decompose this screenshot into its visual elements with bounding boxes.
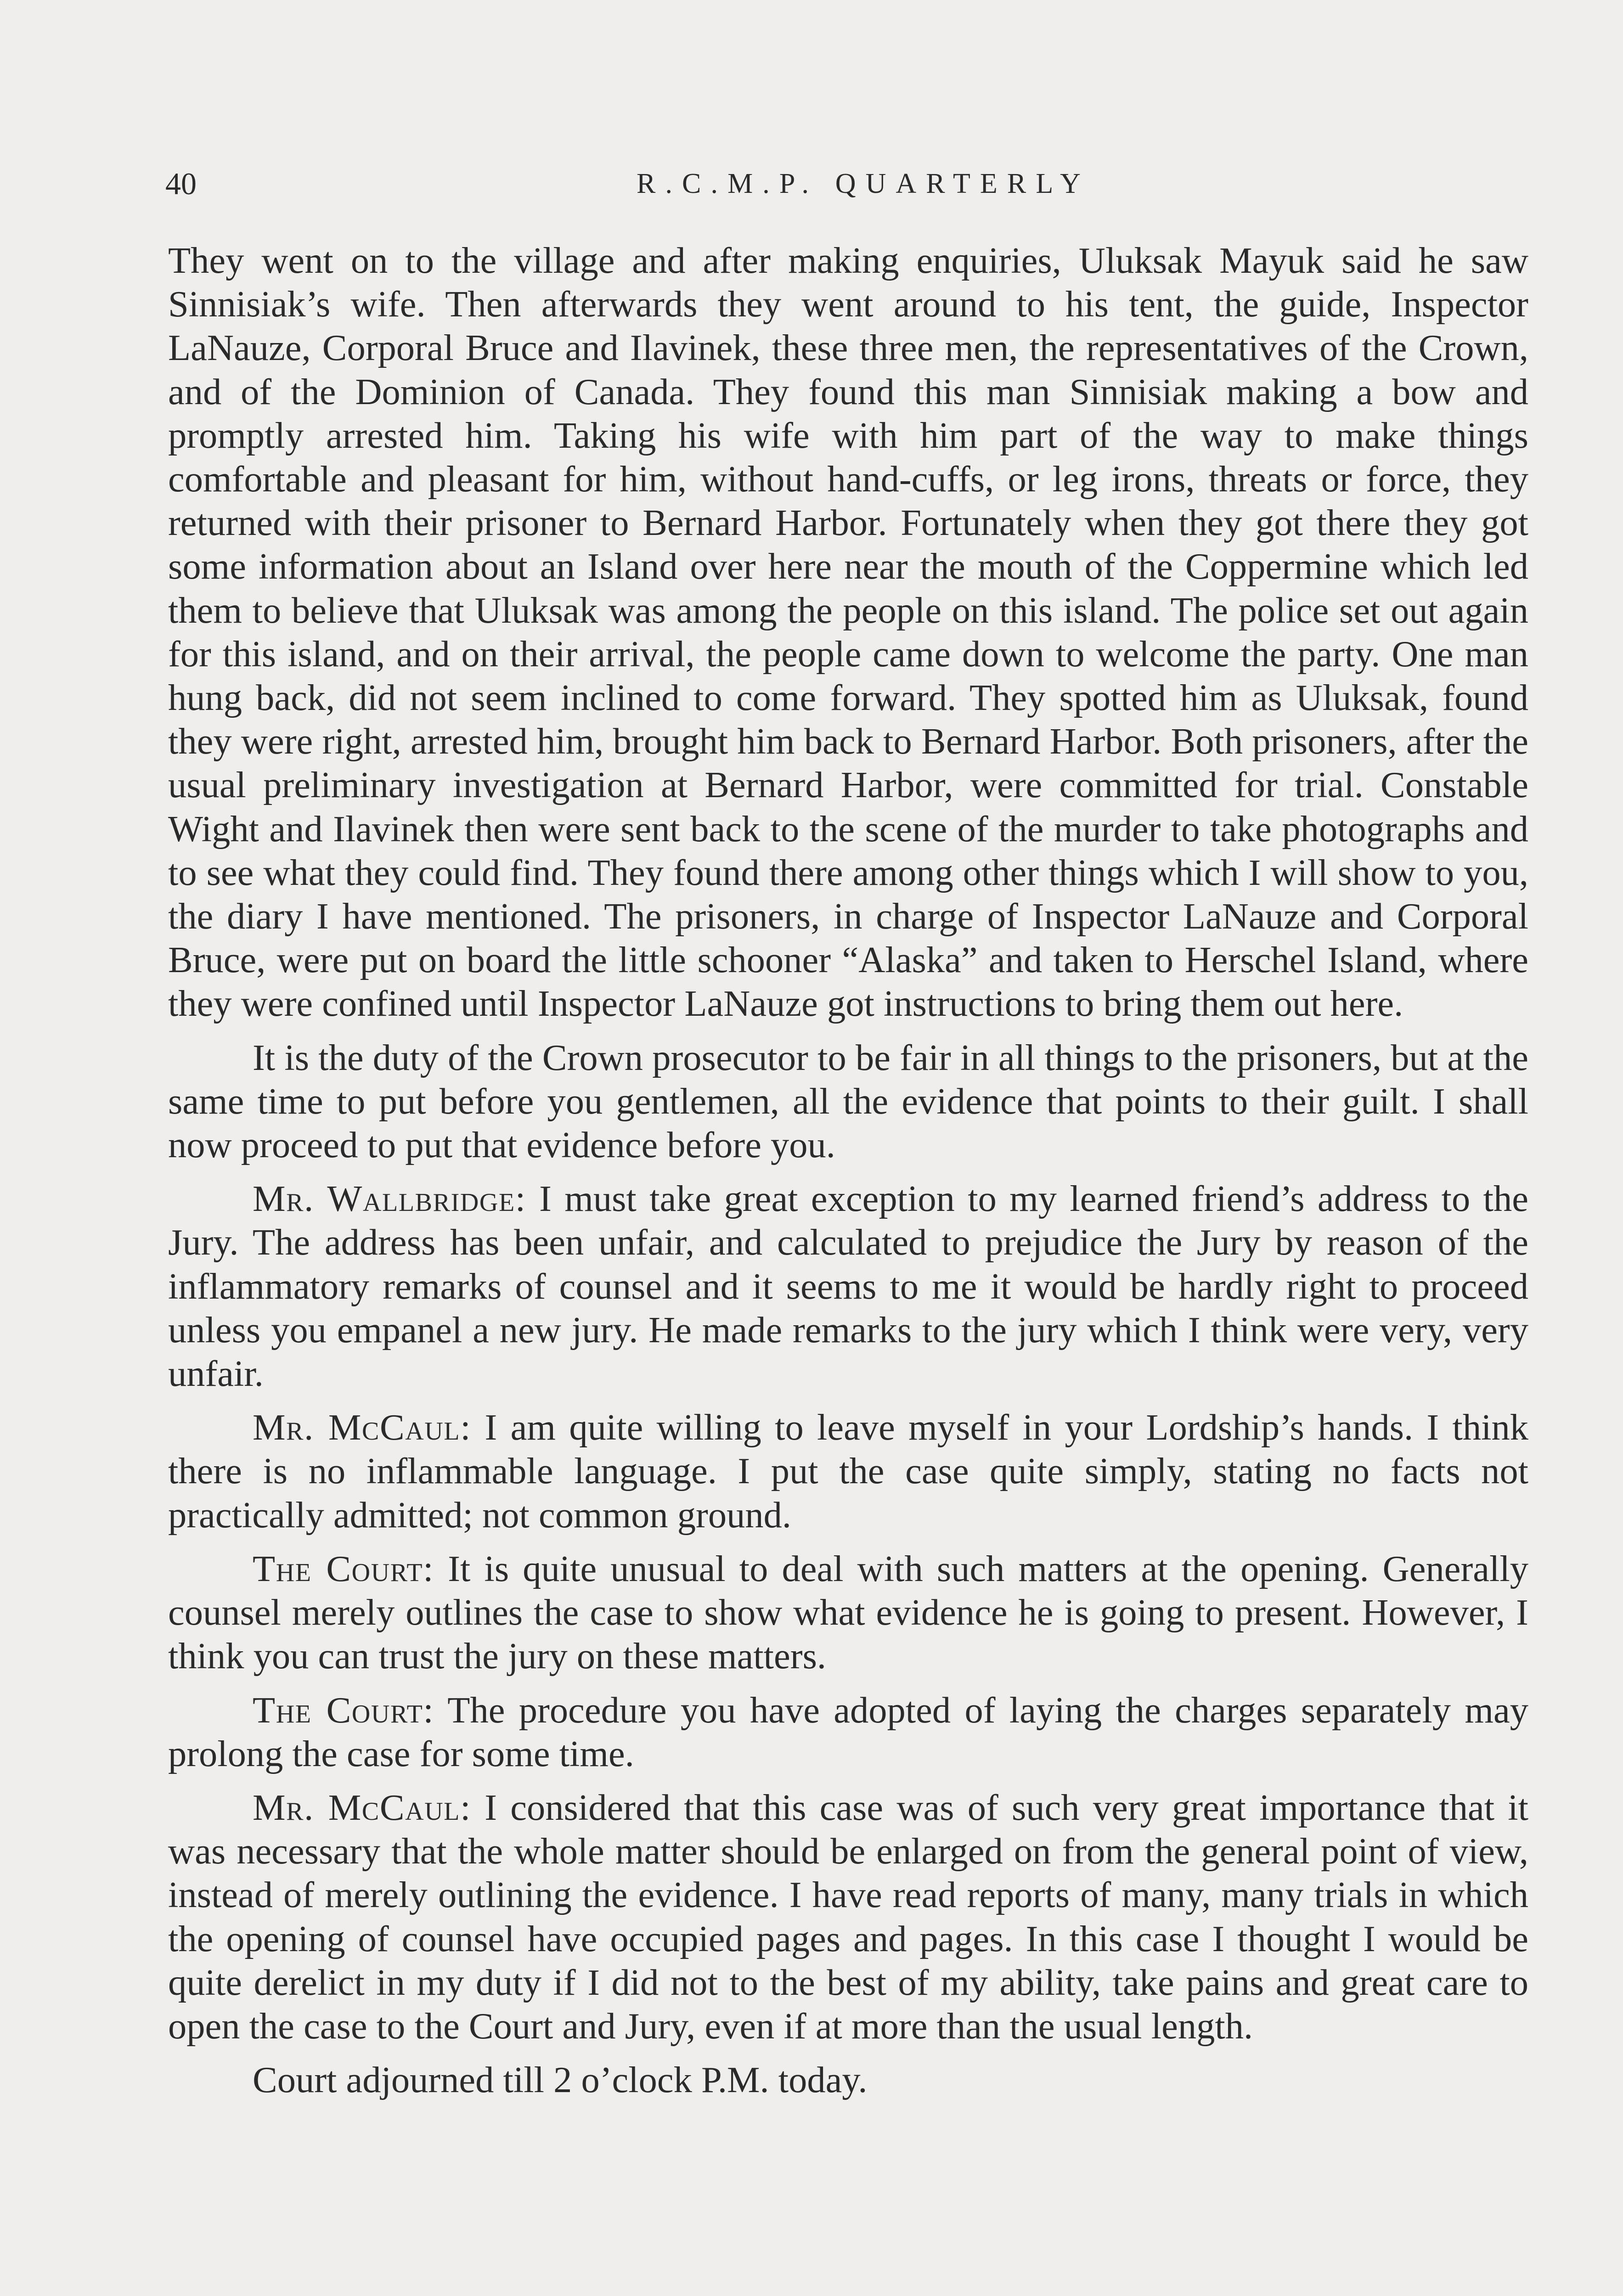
paragraph-text: They went on to the village and after making enquiries, Uluksak Mayuk said he saw Sinnisiak’s wife. Then afterwards they went around to his tent, the guide, Inspector LaNauze, Corporal Bruce and Ilavinek, these three men, the representatives of the Crown, and of the Dominion of Canada. They found this man Sinnisiak making a bow and promptly arrested him. Taking his wife with him part of the way to make things comfortable and pleasant for him, without hand-cuffs, or leg irons, threats or force, they returned with their prisoner to Bernard Harbor. Fortunately when they got there they got some information about an Island over here near the mouth of the Coppermine which led them to believe that Uluksak was among the people on this island. The police set out again for this island, and on their arrival, the people came down to welcome the party. One man hung back, did not seem inclined to come forward. They spotted him as Uluksak, found they were right, arrested him, brought him back to Bernard Harbor. Both prisoners, after the usual preliminary investigation at Bernard Harbor, were committed for trial. Constable Wight and Ilavinek then were sent back to the scene of the murder to take photographs and to see what they could find. They found there among other things which I will show to you, the diary I have mentioned. The prisoners, in charge of Inspector LaNauze and Corporal Bruce, were put on board the little schooner “Alaska” and taken to Herschel Island, where they were confined until Inspector LaNauze got instructions to bring them out here. [168, 240, 1528, 1024]
paragraph-court-procedure [168, 1688, 1528, 1776]
paragraph-adjournment [168, 2058, 1528, 2102]
paragraph-mccaul-reply [168, 1406, 1528, 1537]
running-head [165, 152, 1534, 216]
body-text [168, 239, 1528, 2102]
speaker-label: The Court: [253, 1689, 434, 1731]
paragraph-text: I must take great exception to my learned friend’s address to the Jury. The address has been unfair, and calculated to prejudice the Jury by reason of the inflammatory remarks of counsel and it seems to me it would be hardly right to proceed unless you empanel a new jury. He made remarks to the jury which I think were very, very unfair. [168, 1178, 1529, 1395]
paragraph-text: It is the duty of the Crown prosecutor to be fair in all things to the prisoners, but at the same time to put before you gentlemen, all the evidence that points to their guilt. I shall now proceed to put that evidence before you. [168, 1037, 1528, 1166]
page-number: 40 [165, 166, 197, 201]
paragraph-text: Court adjourned till 2 o’clock P.M. today. [253, 2060, 868, 2101]
speaker-label: Mr. McCaul: [253, 1787, 472, 1828]
paragraph-narrative [168, 239, 1528, 1026]
speaker-label: The Court: [253, 1548, 434, 1589]
speaker-label: Mr. Wallbridge: [253, 1178, 526, 1220]
paragraph-mccaul-explanation [168, 1786, 1528, 2048]
journal-title: R.C.M.P. QUARTERLY [637, 168, 1090, 199]
paragraph-text: The procedure you have adopted of laying the charges separately may prolong the case for some time. [168, 1689, 1529, 1774]
paragraph-wallbridge-objection [168, 1177, 1528, 1396]
paragraph-crown-duty [168, 1036, 1528, 1167]
paragraph-text: It is quite unusual to deal with such matters at the opening. Generally counsel merely outlines the case to show what evidence he is going to present. However, I think you can trust the jury on these matters. [168, 1548, 1529, 1677]
paragraph-text: I am quite willing to leave myself in your Lordship’s hands. I think there is no inflammable language. I put the case quite simply, stating no facts not practically admitted; not common ground. [168, 1407, 1529, 1536]
paragraph-text: I considered that this case was of such very great importance that it was necessary that the whole matter should be enlarged on from the general point of view, instead of merely outlining the evidence. I have read reports of many, many trials in which the opening of counsel have occupied pages and pages. In this case I thought I would be quite derelict in my duty if I did not to the best of my ability, take pains and great care to open the case to the Court and Jury, even if at more than the usual length. [168, 1787, 1529, 2047]
speaker-label: Mr. McCaul: [253, 1407, 472, 1448]
paragraph-court-remark [168, 1547, 1528, 1678]
